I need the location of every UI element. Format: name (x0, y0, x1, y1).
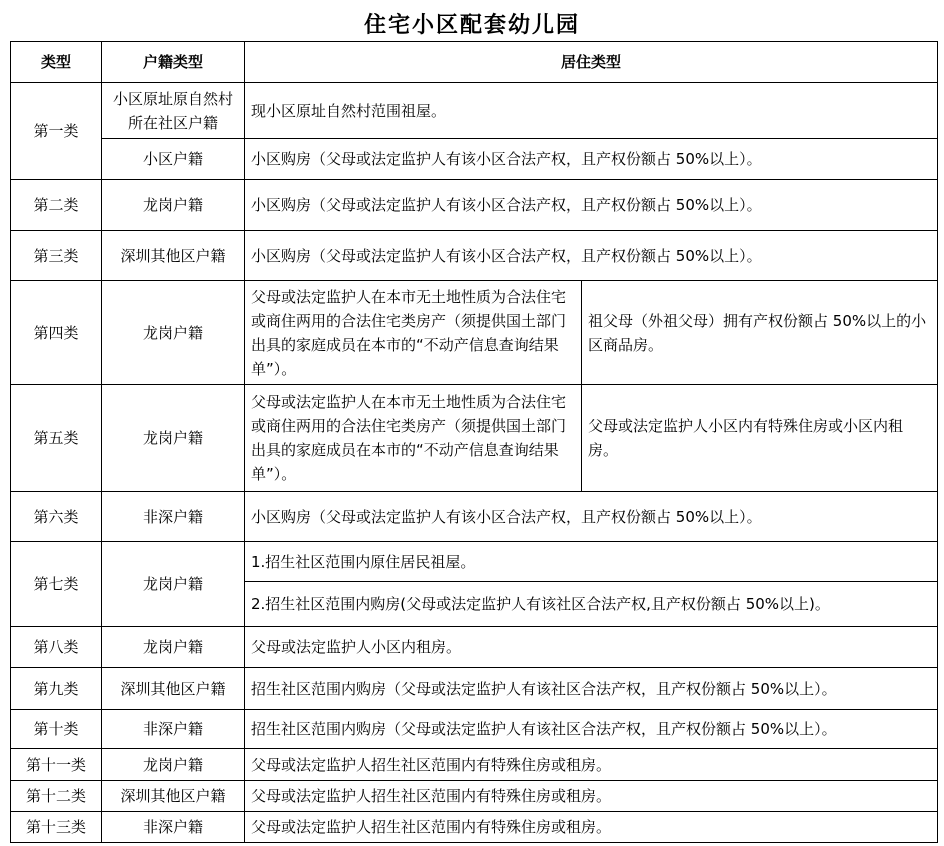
category-cell: 第三类 (11, 231, 102, 281)
header-row (11, 42, 938, 83)
huji-cell: 非深户籍 (102, 492, 245, 542)
table-row (11, 231, 938, 281)
huji-cell: 龙岗户籍 (102, 627, 245, 668)
table-row (11, 781, 938, 812)
huji-cell: 龙岗户籍 (102, 385, 245, 492)
residence-cell: 招生社区范围内购房（父母或法定监护人有该社区合法产权，且产权份额占 50%以上）。 (245, 710, 938, 749)
huji-cell: 龙岗户籍 (102, 749, 245, 781)
residence-cell: 小区购房（父母或法定监护人有该小区合法产权，且产权份额占 50%以上）。 (245, 492, 938, 542)
huji-cell: 小区原址原自然村所在社区户籍 (102, 83, 245, 139)
table-row (11, 668, 938, 710)
residence-cell: 现小区原址自然村范围祖屋。 (245, 83, 938, 139)
huji-cell: 深圳其他区户籍 (102, 231, 245, 281)
table-row (11, 812, 938, 843)
category-cell: 第十类 (11, 710, 102, 749)
table-row (11, 83, 938, 139)
category-cell: 第九类 (11, 668, 102, 710)
huji-cell: 龙岗户籍 (102, 180, 245, 231)
residence-cell: 父母或法定监护人招生社区范围内有特殊住房或租房。 (245, 812, 938, 843)
residence-cell: 1.招生社区范围内原住居民祖屋。 (245, 542, 938, 582)
header-residence: 居住类型 (245, 42, 938, 83)
page-title: 住宅小区配套幼儿园 (363, 12, 580, 38)
huji-cell: 非深户籍 (102, 812, 245, 843)
table-row (11, 281, 938, 385)
residence-cell: 父母或法定监护人招生社区范围内有特殊住房或租房。 (245, 781, 938, 812)
category-cell: 第十一类 (11, 749, 102, 781)
huji-cell: 小区户籍 (102, 139, 245, 180)
category-cell: 第十二类 (11, 781, 102, 812)
residence-cell: 父母或法定监护人在本市无土地性质为合法住宅或商住两用的合法住宅类房产（须提供国土部门出具的家庭成员在本市的“不动产信息查询结果单”）。 (245, 281, 582, 385)
residence-cell: 父母或法定监护人在本市无土地性质为合法住宅或商住两用的合法住宅类房产（须提供国土部门出具的家庭成员在本市的“不动产信息查询结果单”）。 (245, 385, 582, 492)
table-row (11, 542, 938, 582)
residence-cell: 父母或法定监护人招生社区范围内有特殊住房或租房。 (245, 749, 938, 781)
residence-cell: 小区购房（父母或法定监护人有该小区合法产权，且产权份额占 50%以上）。 (245, 180, 938, 231)
residence-cell: 父母或法定监护人小区内有特殊住房或小区内租房。 (582, 385, 938, 492)
category-cell: 第二类 (11, 180, 102, 231)
huji-cell: 深圳其他区户籍 (102, 781, 245, 812)
admission-table (10, 41, 938, 843)
huji-cell: 龙岗户籍 (102, 281, 245, 385)
table-row (11, 749, 938, 781)
residence-cell: 小区购房（父母或法定监护人有该小区合法产权，且产权份额占 50%以上）。 (245, 139, 938, 180)
table-row (11, 627, 938, 668)
residence-cell: 祖父母（外祖父母）拥有产权份额占 50%以上的小区商品房。 (582, 281, 938, 385)
table-row (11, 492, 938, 542)
category-cell: 第七类 (11, 542, 102, 627)
category-cell: 第四类 (11, 281, 102, 385)
residence-cell: 小区购房（父母或法定监护人有该小区合法产权，且产权份额占 50%以上）。 (245, 231, 938, 281)
category-cell: 第一类 (11, 83, 102, 180)
table-row (11, 139, 938, 180)
table-row (11, 180, 938, 231)
residence-cell: 2.招生社区范围内购房(父母或法定监护人有该社区合法产权,且产权份额占 50%以上)。 (245, 582, 938, 627)
category-cell: 第六类 (11, 492, 102, 542)
table-row (11, 710, 938, 749)
residence-cell: 招生社区范围内购房（父母或法定监护人有该社区合法产权，且产权份额占 50%以上）。 (245, 668, 938, 710)
header-huji: 户籍类型 (102, 42, 245, 83)
table-row (11, 385, 938, 492)
huji-cell: 深圳其他区户籍 (102, 668, 245, 710)
header-type: 类型 (11, 42, 102, 83)
huji-cell: 龙岗户籍 (102, 542, 245, 627)
residence-cell: 父母或法定监护人小区内租房。 (245, 627, 938, 668)
category-cell: 第十三类 (11, 812, 102, 843)
category-cell: 第五类 (11, 385, 102, 492)
category-cell: 第八类 (11, 627, 102, 668)
huji-cell: 非深户籍 (102, 710, 245, 749)
